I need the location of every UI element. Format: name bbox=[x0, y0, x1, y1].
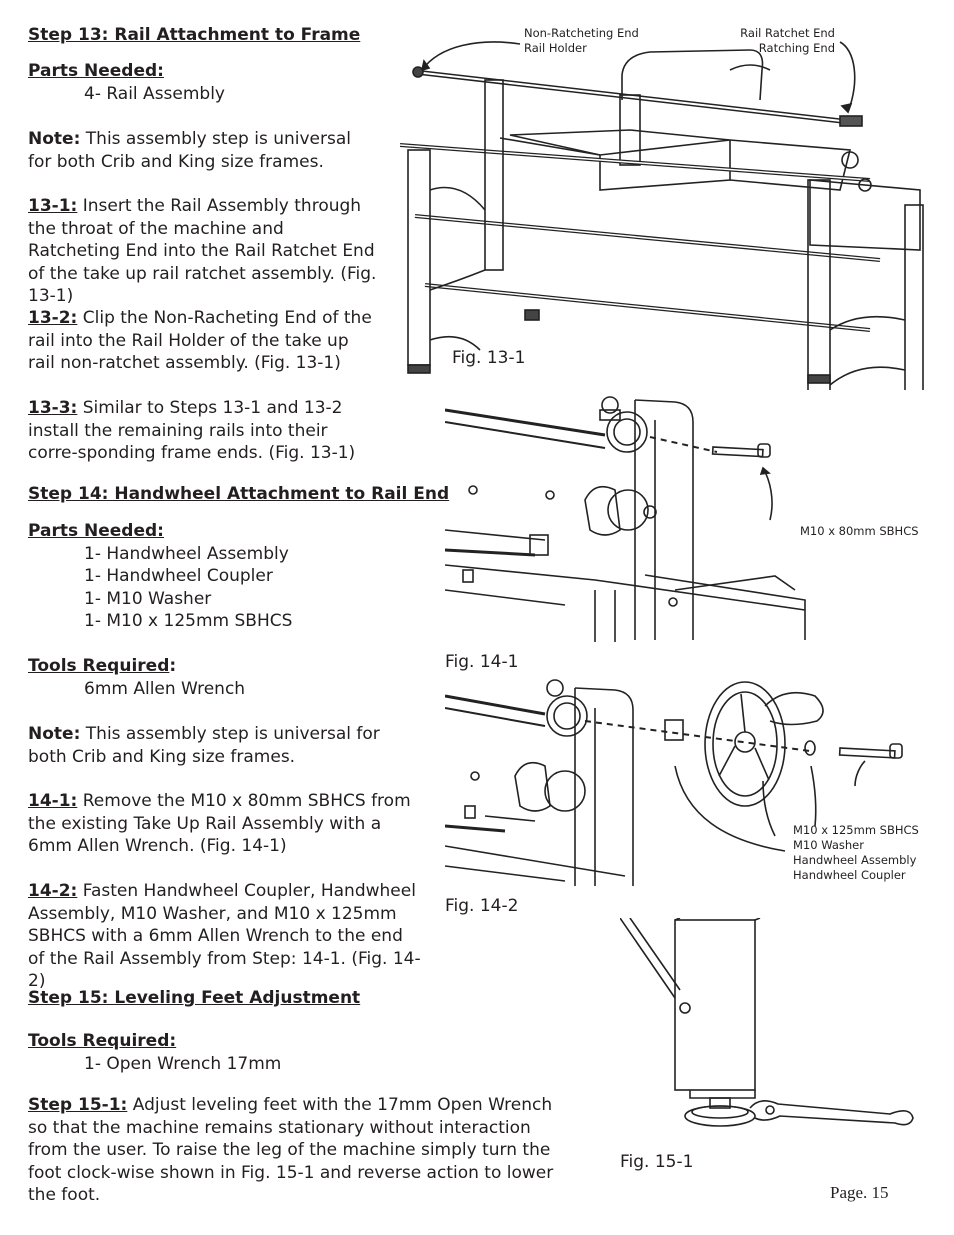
fig13-label: Fig. 13-1 bbox=[452, 348, 526, 368]
step14-1 bbox=[28, 790, 423, 858]
step13-2-label: 13-2: bbox=[28, 308, 78, 328]
step14-tools bbox=[28, 655, 388, 700]
fig14-1-label: Fig. 14-1 bbox=[445, 652, 519, 672]
step13-note-text: This assembly step is universal for both Crib and King size frames. bbox=[28, 129, 351, 172]
step13-part-item: 4- Rail Assembly bbox=[84, 83, 225, 104]
step14-2-text: Fasten Handwheel Coupler, Handwheel Assembly, M10 Washer, and M10 x 125mm SBHCS with a 6mm Allen Wrench to the end of the Rail Assembly from Step: 14-1. (Fig. 14-2) bbox=[28, 881, 421, 991]
step14-part-item: 1- Handwheel Assembly bbox=[84, 543, 289, 564]
step13-note bbox=[28, 128, 378, 173]
step14-tools-colon: : bbox=[169, 656, 177, 676]
page-number: Page. 15 bbox=[830, 1183, 889, 1202]
step14-part-item: 1- M10 Washer bbox=[84, 588, 212, 609]
fig14-2-callout-coupler: Handwheel Coupler bbox=[793, 868, 906, 882]
step14-part-item: 1- Handwheel Coupler bbox=[84, 566, 273, 586]
step13-2-text: Clip the Non-Racheting End of the rail into the Rail Holder of the take up rail non-ratchet assembly. (Fig. 13-1) bbox=[28, 308, 372, 373]
step15-1-text: Adjust leveling feet with the 17mm Open Wrench so that the machine remains stationary without interaction from the user. To raise the leg of the machine simply turn the foot clock-wise shown in Fig. 15-1 and reverse action to lower the foot. bbox=[28, 1095, 554, 1205]
fig14-2-callout-washer: M10 Washer bbox=[793, 838, 864, 852]
fig14-2-label: Fig. 14-2 bbox=[445, 896, 519, 916]
step13-1 bbox=[28, 195, 378, 308]
step14-1-text: Remove the M10 x 80mm SBHCS from the existing Take Up Rail Assembly with a 6mm Allen Wrench. (Fig. 14-1) bbox=[28, 791, 411, 856]
fig15-1-illustration bbox=[620, 918, 920, 1140]
fig14-2-callout-handwheel: Handwheel Assembly bbox=[793, 853, 917, 867]
step13-3-label: 13-3: bbox=[28, 398, 78, 418]
step13-2 bbox=[28, 307, 378, 375]
step15-1 bbox=[28, 1094, 573, 1207]
step15-title: Step 15: Leveling Feet Adjustment bbox=[28, 988, 361, 1008]
step15-tools-label: Tools Required: bbox=[28, 1031, 177, 1051]
step14-parts bbox=[28, 520, 388, 633]
step14-note-label: Note: bbox=[28, 724, 81, 744]
fig13-frame-illustration bbox=[400, 30, 940, 390]
fig14-1-callout: M10 x 80mm SBHCS bbox=[800, 524, 919, 538]
step13-parts-label: Parts Needed: bbox=[28, 61, 164, 81]
fig14-2-callout-bolt: M10 x 125mm SBHCS bbox=[793, 823, 919, 837]
fig13-callout-non-ratcheting: Non-Ratcheting End Rail Holder bbox=[524, 26, 639, 55]
step14-tools-label: Tools Required bbox=[28, 656, 170, 676]
step14-2-label: 14-2: bbox=[28, 881, 78, 901]
step15-tool-item: 1- Open Wrench 17mm bbox=[84, 1053, 282, 1074]
step13-parts bbox=[28, 60, 388, 105]
step13-1-label: 13-1: bbox=[28, 196, 78, 216]
fig13-callout-ratchet: Rail Ratchet End Ratching End bbox=[740, 26, 835, 55]
step14-tool-item: 6mm Allen Wrench bbox=[84, 678, 246, 699]
fig15-1-label: Fig. 15-1 bbox=[620, 1152, 694, 1172]
step14-parts-label: Parts Needed: bbox=[28, 521, 164, 541]
step13-title: Step 13: Rail Attachment to Frame bbox=[28, 25, 361, 45]
step14-title: Step 14: Handwheel Attachment to Rail End bbox=[28, 484, 450, 504]
step13-note-label: Note: bbox=[28, 129, 81, 149]
step14-2 bbox=[28, 880, 423, 993]
step13-3-text: Similar to Steps 13-1 and 13-2 install the remaining rails into their corre-sponding frame ends. (Fig. 13-1) bbox=[28, 398, 356, 463]
step14-part-item: 1- M10 x 125mm SBHCS bbox=[84, 611, 293, 631]
step15-1-label: Step 15-1: bbox=[28, 1095, 128, 1115]
fig14-2-callouts bbox=[793, 823, 919, 883]
step13-3 bbox=[28, 397, 378, 465]
step15-tools bbox=[28, 1030, 388, 1075]
step14-note bbox=[28, 723, 423, 768]
step14-1-label: 14-1: bbox=[28, 791, 78, 811]
step14-note-text: This assembly step is universal for both Crib and King size frames. bbox=[28, 724, 380, 767]
fig14-1-illustration bbox=[445, 390, 815, 642]
step13-1-text: Insert the Rail Assembly through the throat of the machine and Ratcheting End into the Rail Ratchet End of the take up rail ratchet assembly. (Fig. 13-1) bbox=[28, 196, 377, 306]
